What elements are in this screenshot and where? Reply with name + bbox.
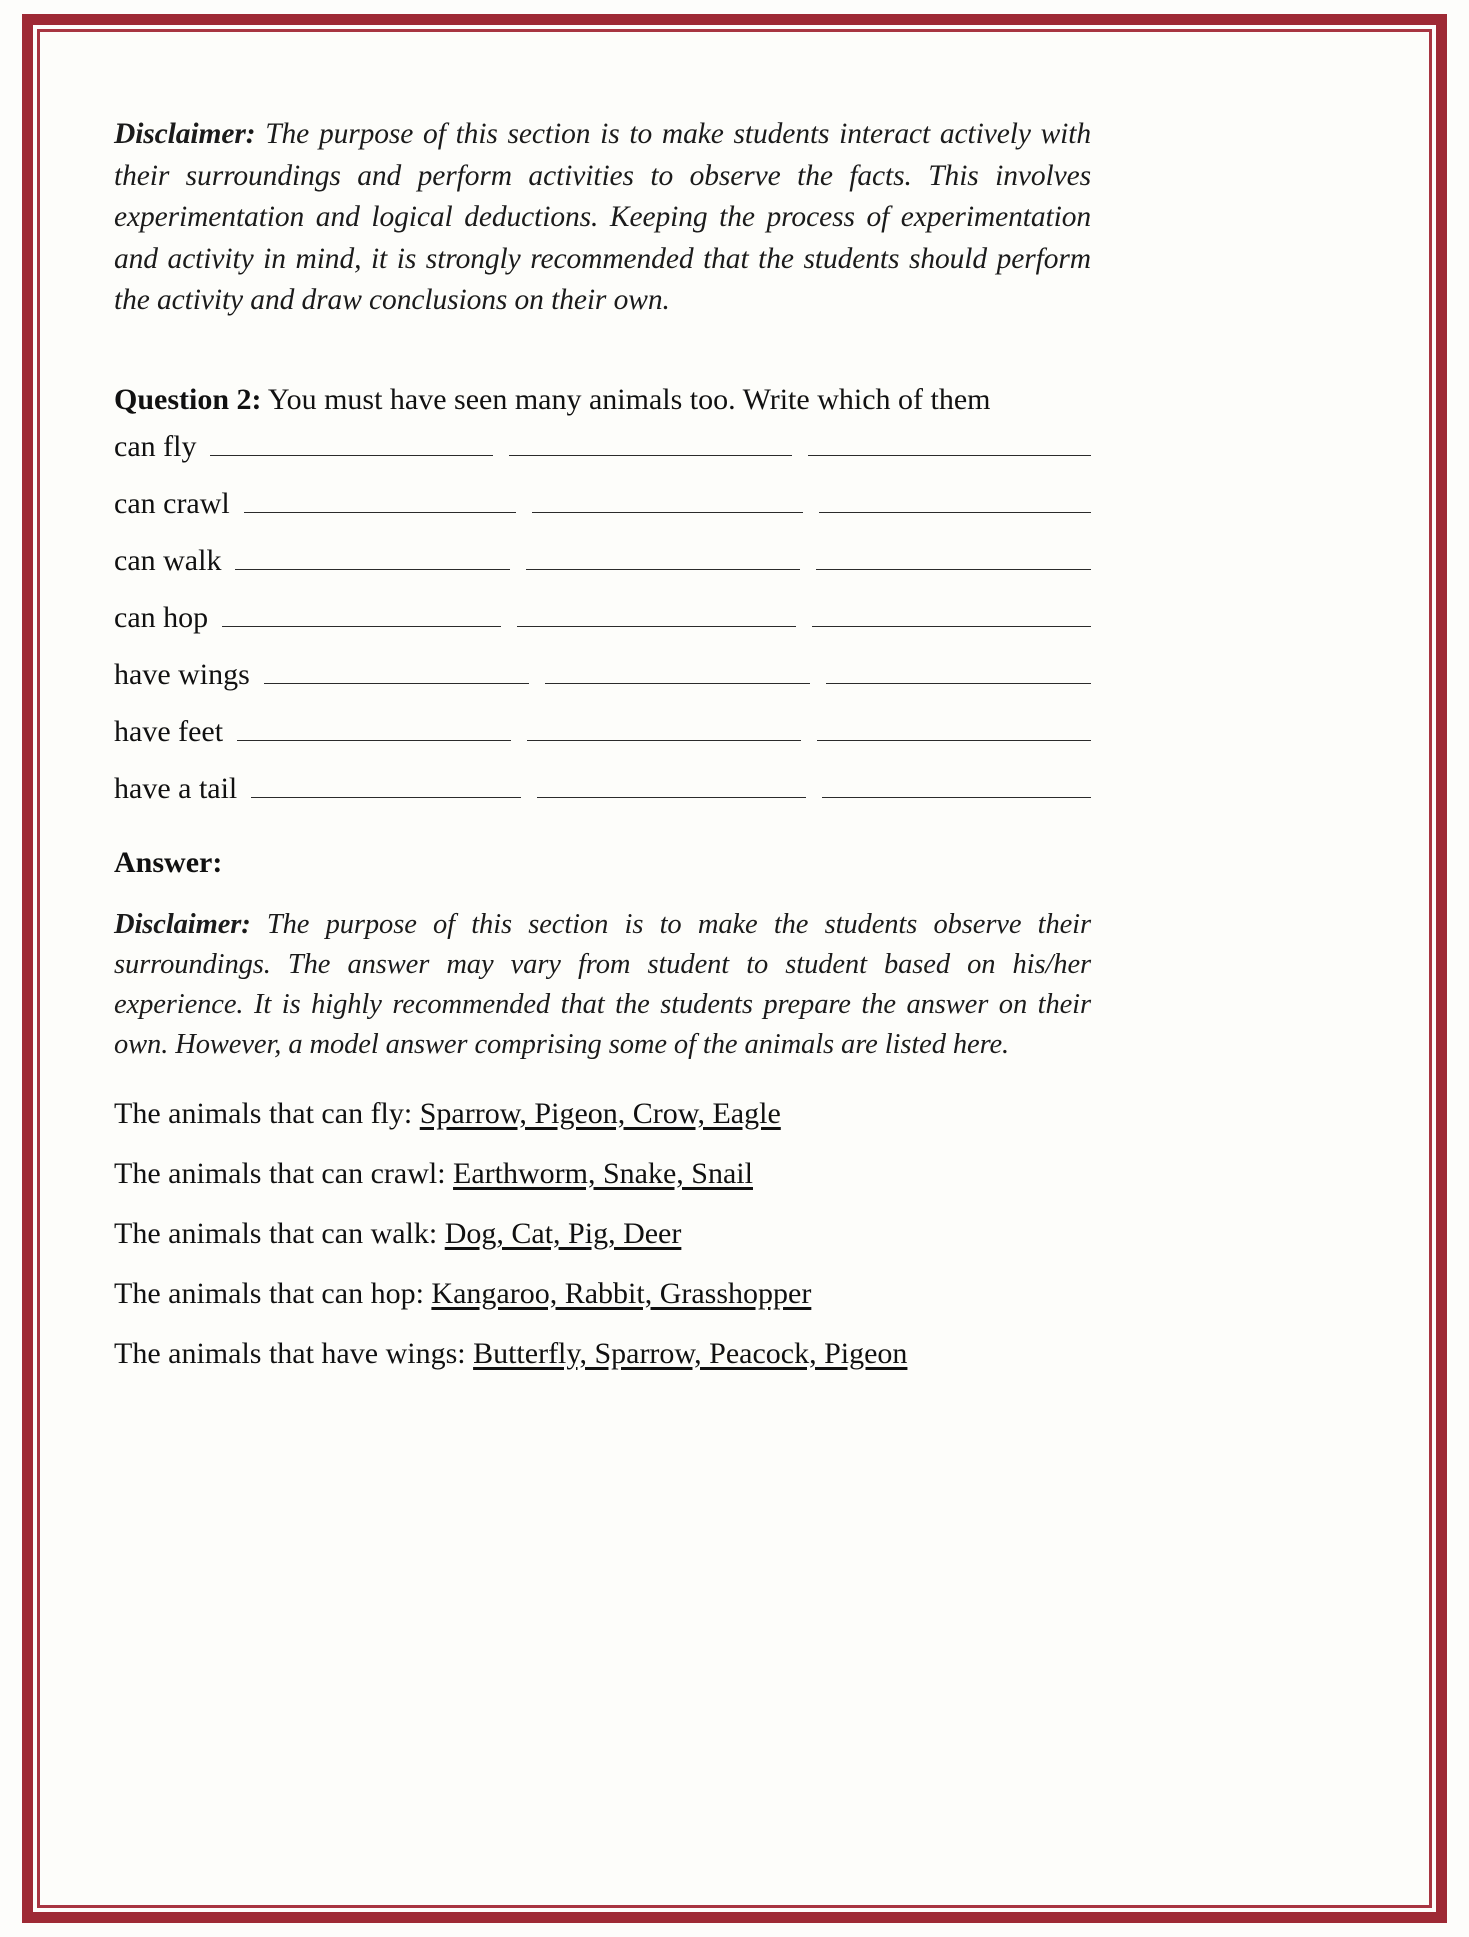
disclaimer-answer-label: Disclaimer: xyxy=(114,908,251,940)
blank-row xyxy=(114,601,1091,658)
answer-item-prompt: The animals that can hop: xyxy=(114,1276,432,1310)
blank-segment[interactable] xyxy=(808,455,1091,456)
disclaimer-top-body: The purpose of this section is to make students interact actively with their surroundings and perform activities to observe the facts. This involves experimentation and logical deductions. Keeping the process of experimentation and activity in mind, it is strongly recommended that the students should perform the activity and draw conclusions on their own. xyxy=(114,118,1091,316)
blank-segment[interactable] xyxy=(509,455,792,456)
blank-row xyxy=(114,430,1091,487)
blank-row xyxy=(114,544,1091,601)
blank-segment[interactable] xyxy=(819,512,1091,513)
blank-segment[interactable] xyxy=(210,455,493,456)
answer-heading: Answer: xyxy=(114,845,223,879)
question-text: You must have seen many animals too. Write which of them xyxy=(261,382,991,416)
blank-segment[interactable] xyxy=(545,683,810,684)
blank-segments xyxy=(235,569,1091,574)
answer-item-prompt: The animals that can fly: xyxy=(114,1096,420,1130)
answer-item xyxy=(114,1215,1091,1253)
blank-segments xyxy=(210,455,1091,460)
blank-row-label: can hop xyxy=(114,600,209,634)
blank-row-label: have wings xyxy=(114,657,250,691)
blank-segment[interactable] xyxy=(817,740,1091,741)
disclaimer-answer xyxy=(114,905,1091,1065)
blank-segment[interactable] xyxy=(244,512,516,513)
disclaimer-top xyxy=(114,114,1091,322)
answer-item xyxy=(114,1335,1091,1373)
blank-segment[interactable] xyxy=(812,626,1091,627)
content-column xyxy=(114,114,1091,1373)
blank-row-label: have a tail xyxy=(114,771,238,805)
blank-segments xyxy=(264,683,1091,688)
blank-row xyxy=(114,715,1091,772)
blank-segments xyxy=(222,626,1091,631)
blank-segment[interactable] xyxy=(237,740,511,741)
blank-row-label: have feet xyxy=(114,714,224,748)
blank-segments xyxy=(244,512,1091,517)
blank-segment[interactable] xyxy=(222,626,501,627)
blank-row xyxy=(114,487,1091,544)
blank-segment[interactable] xyxy=(526,569,801,570)
answer-item-animals: Kangaroo, Rabbit, Grasshopper xyxy=(431,1276,812,1310)
answer-item-animals: Dog, Cat, Pig, Deer xyxy=(444,1216,682,1250)
page-paper xyxy=(42,34,1427,1903)
answer-item xyxy=(114,1275,1091,1313)
question-prompt xyxy=(114,380,1091,420)
blank-segment[interactable] xyxy=(264,683,529,684)
disclaimer-answer-body: The purpose of this section is to make the students observe their surroundings. The answer may vary from student to student based on his/her experience. It is highly recommended that the students prepare the answer on their own. However, a model answer comprising some of the animals are listed here. xyxy=(114,908,1091,1060)
blank-row-label: can fly xyxy=(114,429,197,463)
answer-item-animals: Butterfly, Sparrow, Peacock, Pigeon xyxy=(473,1336,908,1370)
disclaimer-top-label: Disclaimer: xyxy=(114,118,256,150)
fill-in-blank-rows xyxy=(114,430,1091,829)
blank-segment[interactable] xyxy=(826,683,1091,684)
blank-segment[interactable] xyxy=(537,797,806,798)
blank-segment[interactable] xyxy=(517,626,796,627)
blank-segment[interactable] xyxy=(532,512,804,513)
blank-segments xyxy=(251,797,1091,802)
answer-item xyxy=(114,1155,1091,1193)
blank-row xyxy=(114,658,1091,715)
blank-row xyxy=(114,772,1091,829)
blank-segment[interactable] xyxy=(235,569,510,570)
blank-segment[interactable] xyxy=(527,740,801,741)
answer-item xyxy=(114,1095,1091,1133)
blank-row-label: can walk xyxy=(114,543,222,577)
blank-segments xyxy=(237,740,1091,745)
blank-row-label: can crawl xyxy=(114,486,230,520)
answer-item-prompt: The animals that can crawl: xyxy=(114,1156,454,1190)
blank-segment[interactable] xyxy=(816,569,1091,570)
answer-item-animals: Sparrow, Pigeon, Crow, Eagle xyxy=(419,1096,781,1130)
question-label: Question 2: xyxy=(114,382,262,416)
answer-item-prompt: The animals that can walk: xyxy=(114,1216,445,1250)
answer-item-prompt: The animals that have wings: xyxy=(114,1336,474,1370)
answer-item-animals: Earthworm, Snake, Snail xyxy=(453,1156,753,1190)
blank-segment[interactable] xyxy=(251,797,520,798)
blank-segment[interactable] xyxy=(822,797,1091,798)
